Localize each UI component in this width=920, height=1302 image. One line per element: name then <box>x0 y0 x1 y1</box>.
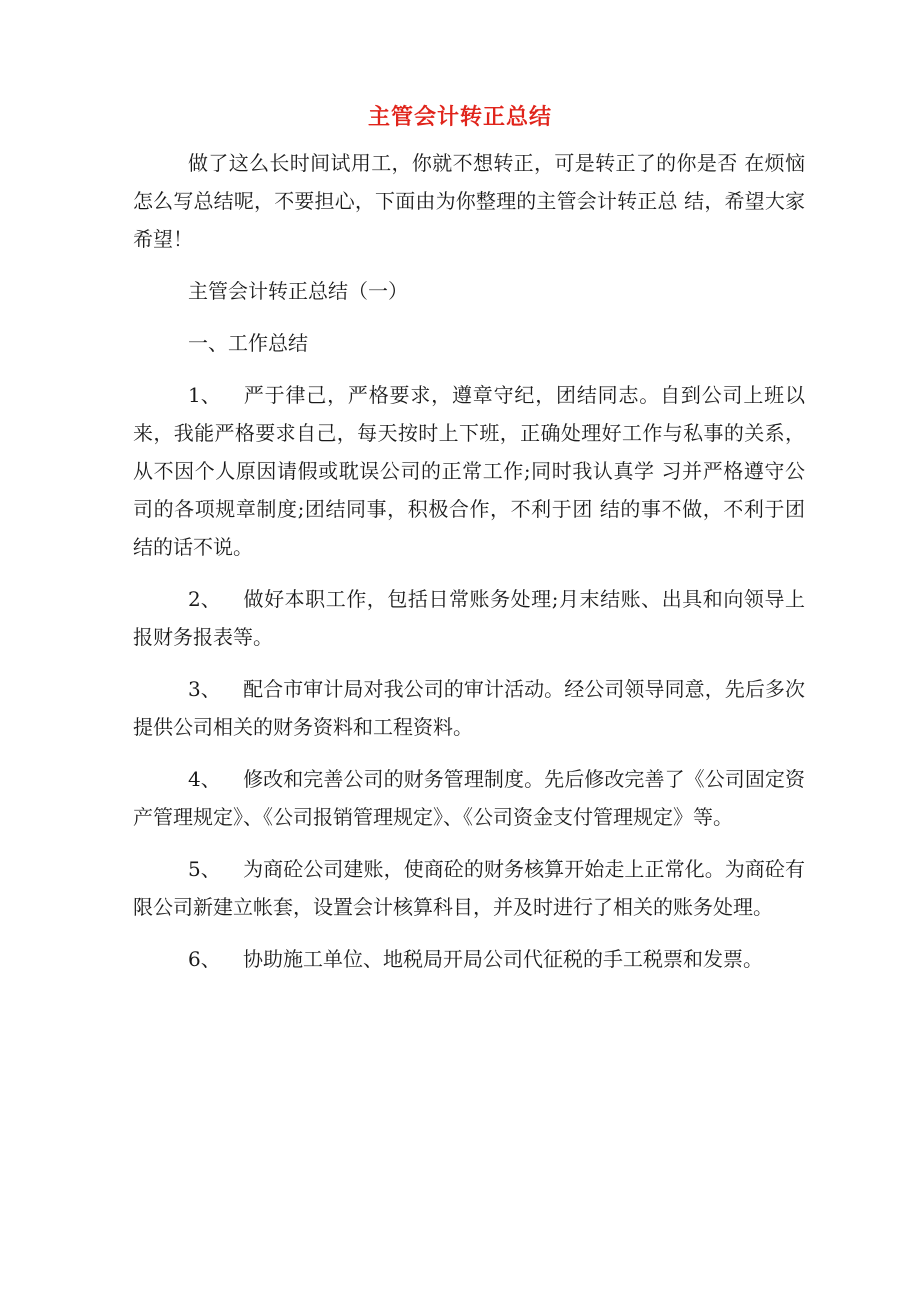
item-text: 协助施工单位、地税局开局公司代征税的手工税票和发票。 <box>243 947 763 971</box>
document-title: 主管会计转正总结 <box>367 105 552 130</box>
item-text: 配合市审计局对我公司的审计活动。经公司领导同意，先后多次提供公司相关的财务资料和工程资料。 <box>133 677 805 739</box>
item-number: 5、 <box>188 857 221 881</box>
list-item <box>133 850 805 926</box>
item-number: 1、 <box>188 383 221 407</box>
list-item <box>133 760 805 836</box>
item-text: 修改和完善公司的财务管理制度。先后修改完善了《公司固定资产管理规定》、《公司报销管理规定》、《公司资金支付管理规定》等。 <box>133 767 805 829</box>
list-item <box>133 940 805 978</box>
list-item <box>133 670 805 746</box>
item-number: 6、 <box>188 947 221 971</box>
item-number: 4、 <box>188 767 221 791</box>
item-text: 严于律己，严格要求，遵章守纪，团结同志。自到公司上班以来，我能严格要求自己，每天按时上下班，正确处理好工作与私事的关系，从不因个人原因请假或耽误公司的正常工作;同时我认真学 习并严格遵守公司的各项规章制度;团结同事，积极合作，不利于团 结的事不做，不利于团结的话不说。 <box>133 383 805 559</box>
intro-paragraph: 做了这么长时间试用工，你就不想转正，可是转正了的你是否 在烦恼怎么写总结呢，不要担心，下面由为你整理的主管会计转正总 结，希望大家希望！ <box>133 151 805 251</box>
item-number: 3、 <box>188 677 221 701</box>
list-item <box>133 376 805 566</box>
document-body <box>133 144 805 992</box>
subsection-title: 一、工作总结 <box>188 331 308 355</box>
list-item <box>133 580 805 656</box>
item-text: 为商砼公司建账，使商砼的财务核算开始走上正常化。为商砼有限公司新建立帐套，设置会计核算科目，并及时进行了相关的账务处理。 <box>133 857 805 919</box>
section-title: 主管会计转正总结（一） <box>188 279 408 303</box>
item-text: 做好本职工作，包括日常账务处理;月末结账、出具和向领导上报财务报表等。 <box>133 587 805 649</box>
item-number: 2、 <box>188 587 221 611</box>
